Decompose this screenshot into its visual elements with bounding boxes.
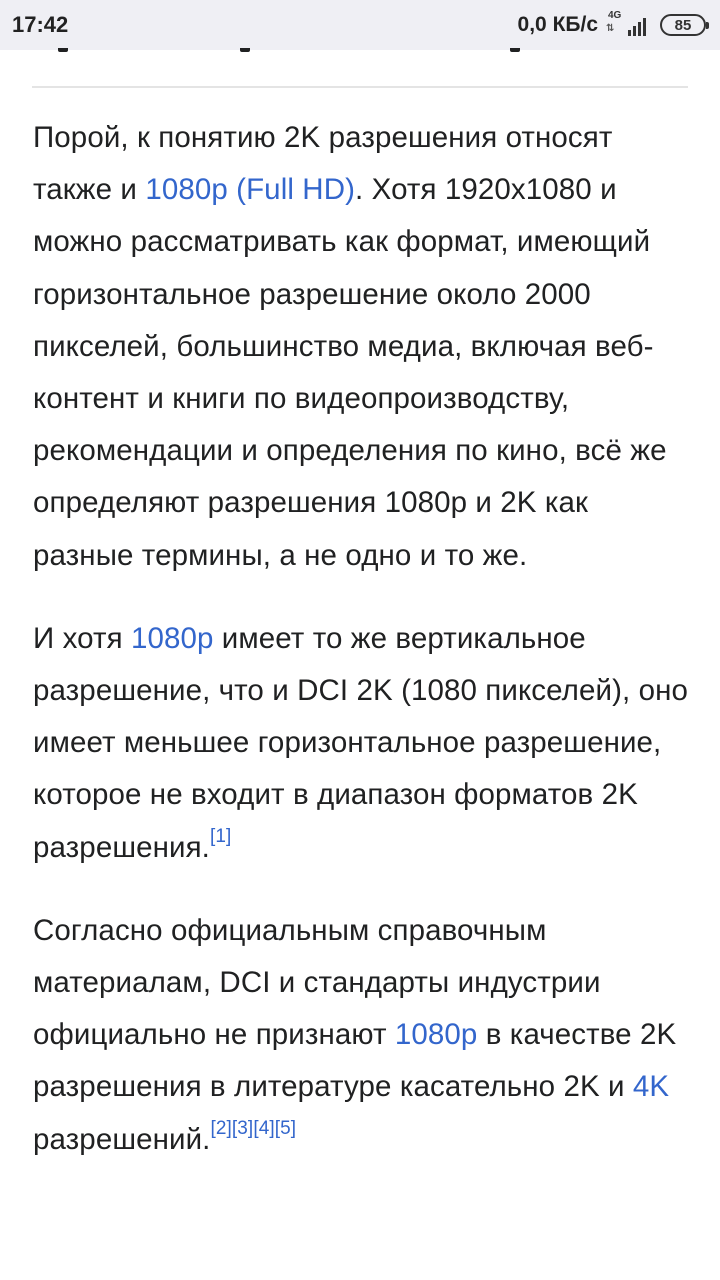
article-link[interactable]: 1080p xyxy=(130,621,214,655)
network-type-label: 4G xyxy=(608,10,622,21)
citation-ref-link[interactable]: [5] xyxy=(274,1117,297,1139)
paragraph-text: имеет то же вертикальное разрешение, что и DCI 2K (1080 пикселей), оно имеет меньшее горизонтальное разрешение, которое не входит в диапазон форматов 2K разрешения. xyxy=(33,621,688,864)
article-link[interactable]: 4K xyxy=(632,1070,670,1104)
battery-icon xyxy=(660,14,706,36)
paragraph-text: . Хотя 1920x1080 и можно рассматривать как формат, имеющий горизонтальное разрешение около 2000 пикселей, большинство медиа, включая веб-контент и книги по видеопроизводству, рекомендации и определения по кино, всё же определяют разрешения 1080p и 2K как разные термины, а не одно и то же. xyxy=(33,173,667,572)
paragraph-text: И хотя xyxy=(33,621,131,655)
paragraph-text: в качестве 2K разрешения в литературе касательно 2K и xyxy=(33,1018,677,1104)
citation-ref-link[interactable]: [4] xyxy=(253,1117,275,1139)
network-speed: 0,0 КБ/с xyxy=(517,13,598,36)
paragraph-text: Согласно официальным справочным материалам, DCI и стандарты индустрии официально не признают xyxy=(33,913,601,1052)
battery-level: 85 xyxy=(674,16,692,34)
article-paragraph xyxy=(33,613,693,874)
article-paragraph xyxy=(33,905,693,1166)
citation-ref-link[interactable]: [3] xyxy=(231,1117,254,1139)
paragraph-text: Порой, к понятию 2K разрешения относят также и xyxy=(33,121,613,207)
data-arrows-icon: ⇅ xyxy=(606,23,615,34)
article-paragraph xyxy=(33,112,693,582)
status-bar xyxy=(0,0,720,50)
article-link[interactable]: 1080p xyxy=(394,1018,478,1052)
status-indicators xyxy=(518,12,706,38)
cellular-signal-icon xyxy=(606,12,646,38)
status-time: 17:42 xyxy=(12,12,69,37)
citation-ref-link[interactable]: [1] xyxy=(209,825,232,847)
article-content xyxy=(33,112,693,1197)
article-link[interactable]: 1080p (Full HD) xyxy=(145,173,356,207)
citation-ref-link[interactable]: [2] xyxy=(210,1117,232,1139)
paragraph-text: разрешений. xyxy=(33,1122,211,1156)
heading-remnant xyxy=(0,48,720,56)
section-divider xyxy=(32,86,688,88)
